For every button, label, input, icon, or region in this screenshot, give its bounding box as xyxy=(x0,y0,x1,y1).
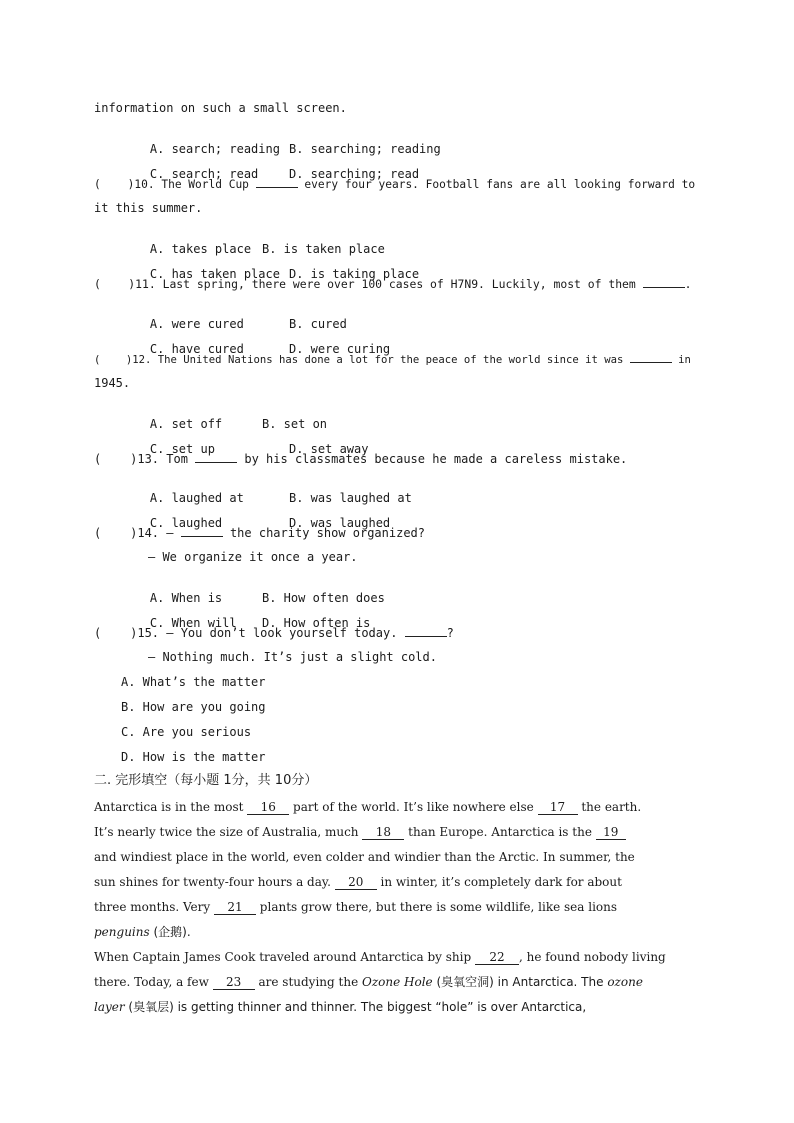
option-b: B. cured xyxy=(289,317,347,331)
answer-paren: ( )14. xyxy=(94,526,160,540)
option-d: D. How often is xyxy=(262,616,371,630)
question-13-options-row2 xyxy=(121,499,699,530)
question-text: — xyxy=(159,526,181,540)
question-11-options-row1 xyxy=(121,300,699,331)
option-d: D. set away xyxy=(289,442,369,456)
question-12-options-row1 xyxy=(121,400,699,431)
option-b: B. was laughed at xyxy=(289,491,412,505)
question-text: The United Nations has done a lot for the peace of the world since it was xyxy=(151,354,630,366)
blank-21: 21 xyxy=(214,901,256,915)
blank-23: 23 xyxy=(213,976,255,990)
question-14-options-row1 xyxy=(121,574,699,605)
passage-text: plants grow there, but there is some wildlife, like sea lions xyxy=(255,900,618,914)
answer-paren: ( )13. xyxy=(94,452,160,466)
passage-text: When Captain James Cook traveled around Antarctica by ship xyxy=(94,950,475,964)
question-10-options-row2 xyxy=(121,250,699,281)
passage-text: sun shines for twenty-four hours a day. xyxy=(94,875,335,889)
answer-paren: ( )10. xyxy=(94,178,155,191)
question-15-option-c: C. Are you serious xyxy=(121,725,252,739)
question-12-continuation: 1945. xyxy=(94,376,131,390)
passage-text: (企鹅). xyxy=(149,925,191,939)
question-9-options-row1 xyxy=(121,125,699,156)
question-text: . xyxy=(684,277,692,291)
question-13-stem xyxy=(94,450,699,466)
question-10-stem xyxy=(94,175,699,191)
blank-16: 16 xyxy=(247,801,289,815)
question-15-stem xyxy=(94,624,699,640)
answer-blank xyxy=(181,524,223,537)
question-11-stem xyxy=(94,275,699,291)
question-12-options-row2 xyxy=(121,425,699,456)
option-c: C. has taken place xyxy=(149,267,280,281)
passage-text: It’s nearly twice the size of Australia, much xyxy=(94,825,363,839)
blank-22: 22 xyxy=(475,951,519,965)
question-text: the charity show organized? xyxy=(222,526,426,540)
option-d: D. is taking place xyxy=(289,267,420,281)
question-text: ? xyxy=(446,626,454,640)
answer-blank xyxy=(256,175,298,188)
option-c: C. have cured xyxy=(149,342,244,356)
blank-20: 20 xyxy=(335,876,377,890)
passage-italic-term: ozone xyxy=(607,975,643,989)
option-a: A. takes place xyxy=(149,242,252,256)
passage-text: part of the world. It’s like nowhere else xyxy=(289,800,538,814)
question-14-stem xyxy=(94,524,699,540)
passage-text: Antarctica is in the most xyxy=(94,800,248,814)
blank-18: 18 xyxy=(362,826,404,840)
option-c: C. When will xyxy=(149,616,237,630)
option-c: C. laughed xyxy=(149,516,223,530)
cloze-line xyxy=(94,899,699,915)
answer-blank xyxy=(643,275,685,288)
cloze-line xyxy=(94,949,699,965)
cloze-line xyxy=(94,824,699,840)
cloze-line xyxy=(94,999,699,1015)
passage-italic-term: layer xyxy=(94,1000,125,1014)
question-text: Tom xyxy=(159,452,196,466)
question-text: in xyxy=(671,354,691,366)
cloze-line xyxy=(94,799,699,815)
passage-text: are studying the xyxy=(254,975,362,989)
answer-paren: ( )15. xyxy=(94,626,160,640)
option-b: B. is taken place xyxy=(262,242,385,256)
question-15-option-d: D. How is the matter xyxy=(121,750,266,764)
question-15-reply: — Nothing much. It’s just a slight cold. xyxy=(148,650,437,664)
passage-text: three months. Very xyxy=(94,900,214,914)
question-14-options-row2 xyxy=(121,599,699,630)
option-a: A. set off xyxy=(149,417,223,431)
blank-17: 17 xyxy=(538,801,578,815)
option-d: D. was laughed xyxy=(289,516,391,530)
option-b: B. searching; reading xyxy=(289,142,441,156)
answer-blank xyxy=(405,624,447,637)
option-a: A. When is xyxy=(149,591,223,605)
cloze-line xyxy=(94,874,699,890)
passage-text: (臭氧空洞) in Antarctica. The xyxy=(432,975,608,989)
question-14-reply: — We organize it once a year. xyxy=(148,550,358,564)
passage-italic-term: Ozone Hole xyxy=(362,975,433,989)
option-a: A. laughed at xyxy=(149,491,244,505)
answer-blank xyxy=(630,350,672,363)
passage-text: in winter, it’s completely dark for about xyxy=(376,875,622,889)
question-text: — You don’t look yourself today. xyxy=(159,626,405,640)
question-10-options-row1 xyxy=(121,225,699,256)
option-c: C. search; read xyxy=(149,167,259,181)
question-12-stem xyxy=(94,350,699,366)
answer-paren: ( )12. xyxy=(94,354,152,366)
answer-blank xyxy=(195,450,237,463)
answer-paren: ( )11. xyxy=(94,277,156,291)
question-text: every four years. Football fans are all looking forward to xyxy=(297,178,696,191)
option-b: B. set on xyxy=(262,417,328,431)
question-text: The World Cup xyxy=(154,178,256,191)
question-11-options-row2 xyxy=(121,325,699,356)
option-c: C. set up xyxy=(149,442,215,456)
question-text: Last spring, there were over 100 cases of H7N9. Luckily, most of them xyxy=(155,277,643,291)
passage-italic-term: penguins xyxy=(94,925,150,939)
passage-text: the earth. xyxy=(577,800,642,814)
question-13-options-row1 xyxy=(121,474,699,505)
section-heading: 二. 完形填空（每小题 1分，共 10分） xyxy=(94,773,318,788)
option-b: B. How often does xyxy=(262,591,385,605)
blank-19: 19 xyxy=(596,826,626,840)
question-9-continuation: information on such a small screen. xyxy=(94,101,347,115)
question-10-continuation: it this summer. xyxy=(94,201,203,215)
cloze-line xyxy=(94,974,699,990)
question-15-option-b: B. How are you going xyxy=(121,700,266,714)
question-text: by his classmates because he made a careless mistake. xyxy=(237,452,628,466)
cloze-line xyxy=(94,924,699,940)
passage-text: there. Today, a few xyxy=(94,975,213,989)
passage-text: than Europe. Antarctica is the xyxy=(404,825,596,839)
option-a: A. search; reading xyxy=(149,142,280,156)
question-15-option-a: A. What’s the matter xyxy=(121,675,266,689)
passage-text: (臭氧层) is getting thinner and thinner. The biggest “hole” is over Antarctica, xyxy=(124,1000,587,1014)
question-9-options-row2 xyxy=(121,150,699,181)
passage-text: , he found nobody living xyxy=(519,950,666,964)
option-d: D. searching; read xyxy=(289,167,420,181)
option-a: A. were cured xyxy=(149,317,244,331)
option-d: D. were curing xyxy=(289,342,391,356)
cloze-line: and windiest place in the world, even colder and windier than the Arctic. In summer, the xyxy=(94,850,635,864)
